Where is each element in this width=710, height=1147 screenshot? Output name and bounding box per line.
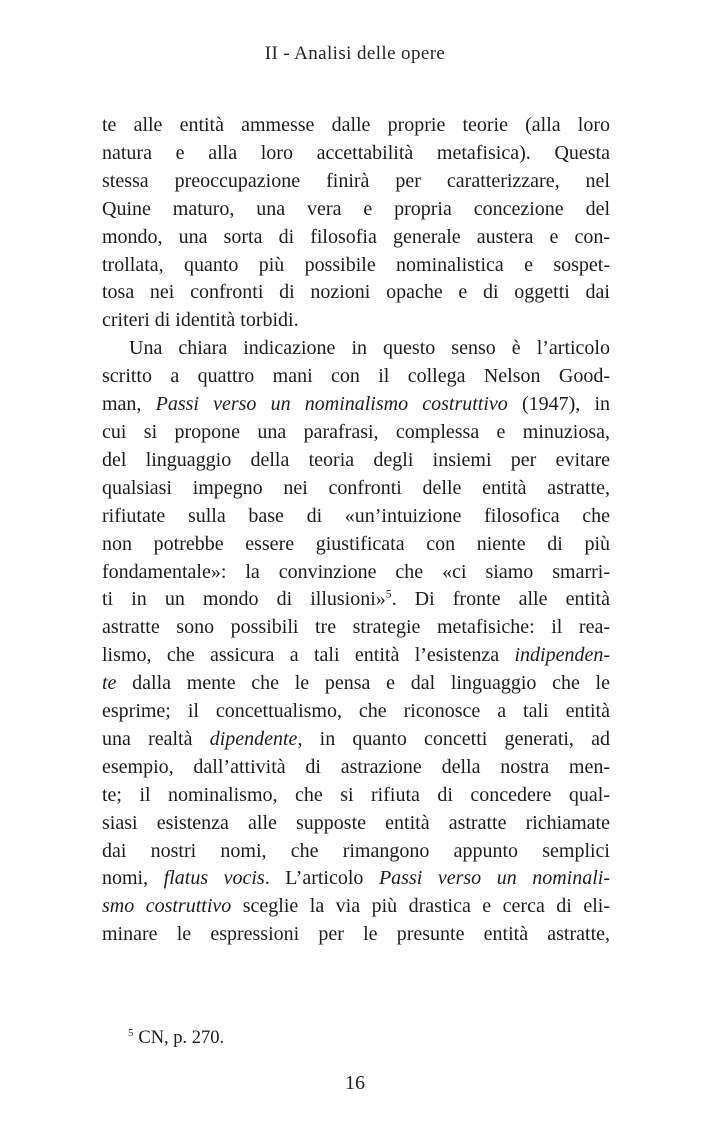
italic-text: smo costruttivo xyxy=(102,895,232,918)
text-line xyxy=(102,391,610,419)
text-line xyxy=(102,307,610,335)
page-number: 16 xyxy=(345,1072,365,1094)
text-segment: stessa preoccupazione finirà per caratterizzare, nel xyxy=(102,169,610,192)
text-segment: , in quanto concetti generati, ad xyxy=(297,727,611,750)
italic-text: indipenden- xyxy=(514,644,610,667)
text-segment: dai nostri nomi, che rimangono appunto semplici xyxy=(102,839,610,862)
text-line xyxy=(102,559,610,587)
italic-text: te xyxy=(102,672,117,695)
text-line xyxy=(102,586,610,614)
text-line xyxy=(102,363,610,391)
text-line xyxy=(102,893,610,921)
text-line xyxy=(102,865,610,893)
text-segment: fondamentale»: la convinzione che «ci siamo smarri- xyxy=(102,560,610,583)
text-segment: ti in un mondo di illusioni» xyxy=(102,588,386,611)
text-segment: scritto a quattro mani con il collega Nelson Good- xyxy=(102,365,610,388)
text-segment: . Di fronte alle entità xyxy=(391,588,610,611)
text-line xyxy=(102,810,610,838)
text-line xyxy=(102,698,610,726)
text-segment: siasi esistenza alle supposte entità astratte richiamate xyxy=(102,811,610,834)
running-header: II - Analisi delle opere xyxy=(264,43,446,64)
text-segment: dalla mente che le pensa e dal linguaggio che le xyxy=(116,672,610,695)
text-segment: (1947), in xyxy=(507,393,611,416)
text-line xyxy=(102,224,610,252)
text-segment: esprime; il concettualismo, che riconosce a tali entità xyxy=(102,700,610,723)
text-segment: mondo, una sorta di filosofia generale austera e con- xyxy=(102,225,610,248)
italic-text: dipendente xyxy=(209,727,298,750)
text-segment: sceglie la via più drastica e cerca di eli- xyxy=(231,895,611,918)
text-segment: non potrebbe essere giustificata con niente di più xyxy=(102,532,610,555)
text-line xyxy=(102,642,610,670)
text-segment: te alle entità ammesse dalle proprie teorie (alla loro xyxy=(102,114,610,136)
text-segment: te; il nominalismo, che si rifiuta di concedere qual- xyxy=(102,783,610,806)
text-segment: esempio, dall’attività di astrazione della nostra men- xyxy=(102,755,610,778)
italic-text: Passi verso un nominali- xyxy=(378,867,611,890)
text-segment: lismo, che assicura a tali entità l’esistenza xyxy=(102,644,515,667)
text-segment: del linguaggio della teoria degli insiemi per evitare xyxy=(102,448,610,471)
text-line xyxy=(102,782,610,810)
footnote-reference: 5 xyxy=(385,587,392,601)
text-segment: astratte sono possibili tre strategie metafisiche: il rea- xyxy=(102,616,610,639)
text-line xyxy=(102,921,610,949)
text-line xyxy=(102,754,610,782)
footnote-text: CN, p. 270. xyxy=(138,1028,225,1048)
text-segment: trollata, quanto più possibile nominalistica e sospet- xyxy=(102,253,610,276)
text-line xyxy=(102,447,610,475)
italic-text: Passi verso un nominalismo costruttivo xyxy=(155,393,508,416)
italic-text: flatus vocis xyxy=(163,867,265,890)
footnote-marker: 5 xyxy=(128,1026,134,1039)
text-line xyxy=(102,503,610,531)
text-segment: qualsiasi impegno nei confronti delle entità astratte, xyxy=(102,476,610,499)
footnote xyxy=(102,1028,610,1049)
text-segment: Una chiara indicazione in questo senso è l’articolo xyxy=(129,337,610,360)
text-segment: natura e alla loro accettabilità metafisica). Questa xyxy=(102,141,610,164)
text-line xyxy=(102,279,610,307)
text-line xyxy=(102,419,610,447)
text-line xyxy=(102,531,610,559)
text-segment: nomi, xyxy=(102,867,164,890)
text-line xyxy=(102,112,610,140)
text-segment: rifiutate sulla base di «un’intuizione filosofica che xyxy=(102,504,610,527)
text-line xyxy=(102,614,610,642)
text-line xyxy=(102,670,610,698)
text-segment: . L’articolo xyxy=(264,867,379,890)
text-segment: tosa nei confronti di nozioni opache e di oggetti dai xyxy=(102,281,610,304)
text-segment: man, xyxy=(102,393,156,416)
text-line xyxy=(102,335,610,363)
text-segment: cui si propone una parafrasi, complessa e minuziosa, xyxy=(102,420,610,443)
text-line xyxy=(102,252,610,280)
text-line xyxy=(102,168,610,196)
text-segment: Quine maturo, una vera e propria concezione del xyxy=(102,197,610,220)
text-segment: minare le espressioni per le presunte entità astratte, xyxy=(102,923,610,946)
text-line xyxy=(102,838,610,866)
text-segment: criteri di identità torbidi. xyxy=(102,309,299,332)
text-line xyxy=(102,726,610,754)
text-line xyxy=(102,140,610,168)
text-segment: una realtà xyxy=(102,727,210,750)
text-line xyxy=(102,196,610,224)
text-line xyxy=(102,475,610,503)
body-text xyxy=(102,112,610,949)
